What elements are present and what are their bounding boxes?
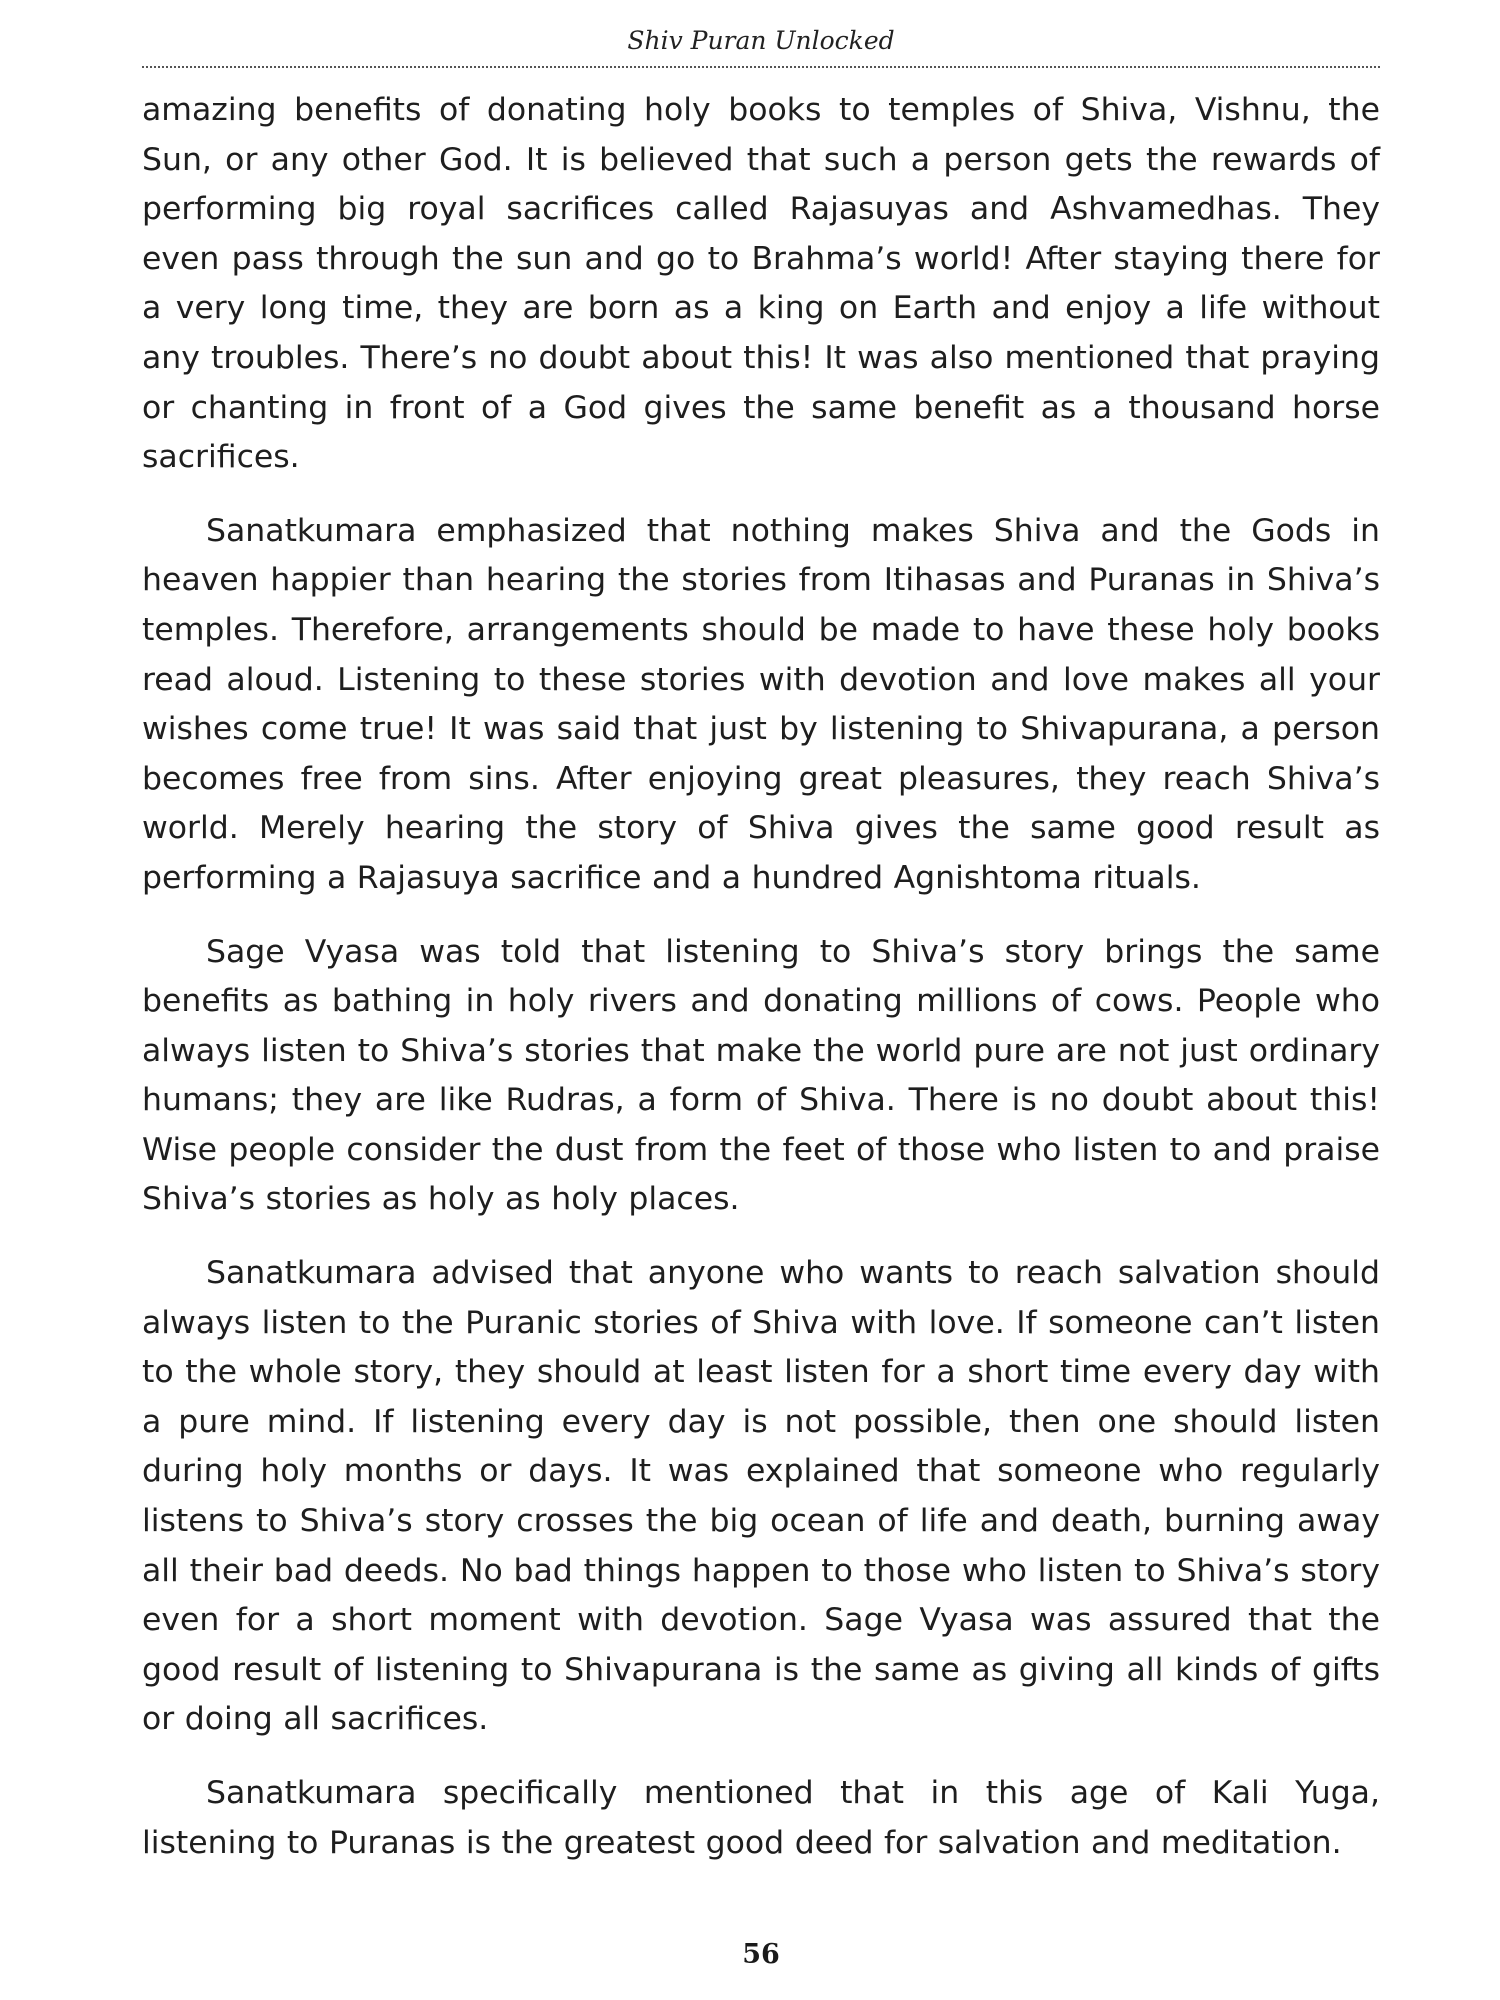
paragraph: Sanatkumara specifically mentioned that in this age of Kali Yuga, listening to Puranas is the greatest good deed for salvation and meditation. <box>142 1775 1380 1861</box>
header-divider <box>142 66 1380 68</box>
paragraph-continued: amazing benefits of donating holy books to temples of Shiva, Vishnu, the Sun, or any other God. It is believed that such a person gets the rewards of performing big royal sacrifices called Rajasuyas and Ashvamedhas. They even pass through the sun and go to Brahma’s world! After staying there for a very long time, they are born as a king on Earth and enjoy a life without any troubles. There’s no doubt about this! It was also mentioned that praying or chanting in front of a God gives the same benefit as a thousand horse sacrifices. <box>142 92 1380 476</box>
paragraph: Sanatkumara advised that anyone who wants to reach salvation should always listen to the Puranic stories of Shiva with love. If someone can’t listen to the whole story, they should at least listen for a short time every day with a pure mind. If listening every day is not possible, then one should listen during holy months or days. It was explained that someone who regularly listens to Shiva’s story crosses the big ocean of life and death, burning away all their bad deeds. No bad things happen to those who listen to Shiva’s story even for a short moment with devotion. Sage Vyasa was assured that the good result of listening to Shivapurana is the same as giving all kinds of gifts or doing all sacrifices. <box>142 1255 1380 1738</box>
paragraph: Sage Vyasa was told that listening to Shiva’s story brings the same benefits as bathing in holy rivers and donating millions of cows. People who always listen to Shiva’s stories that make the world pure are not just ordinary humans; they are like Rudras, a form of Shiva. There is no doubt about this! Wise people consider the dust from the feet of those who listen to and praise Shiva’s stories as holy as holy places. <box>142 933 1380 1218</box>
body-text <box>142 86 1380 1892</box>
running-header: Shiv Puran Unlocked <box>627 26 895 55</box>
paragraph: Sanatkumara emphasized that nothing makes Shiva and the Gods in heaven happier than hearing the stories from Itihasas and Puranas in Shiva’s temples. Therefore, arrangements should be made to have these holy books read aloud. Listening to these stories with devotion and love makes all your wishes come true! It was said that just by listening to Shivapurana, a person becomes free from sins. After enjoying great pleasures, they reach Shiva’s world. Merely hearing the story of Shiva gives the same good result as performing a Rajasuya sacrifice and a hundred Agnishtoma rituals. <box>142 512 1380 896</box>
page-number: 56 <box>742 1939 780 1970</box>
